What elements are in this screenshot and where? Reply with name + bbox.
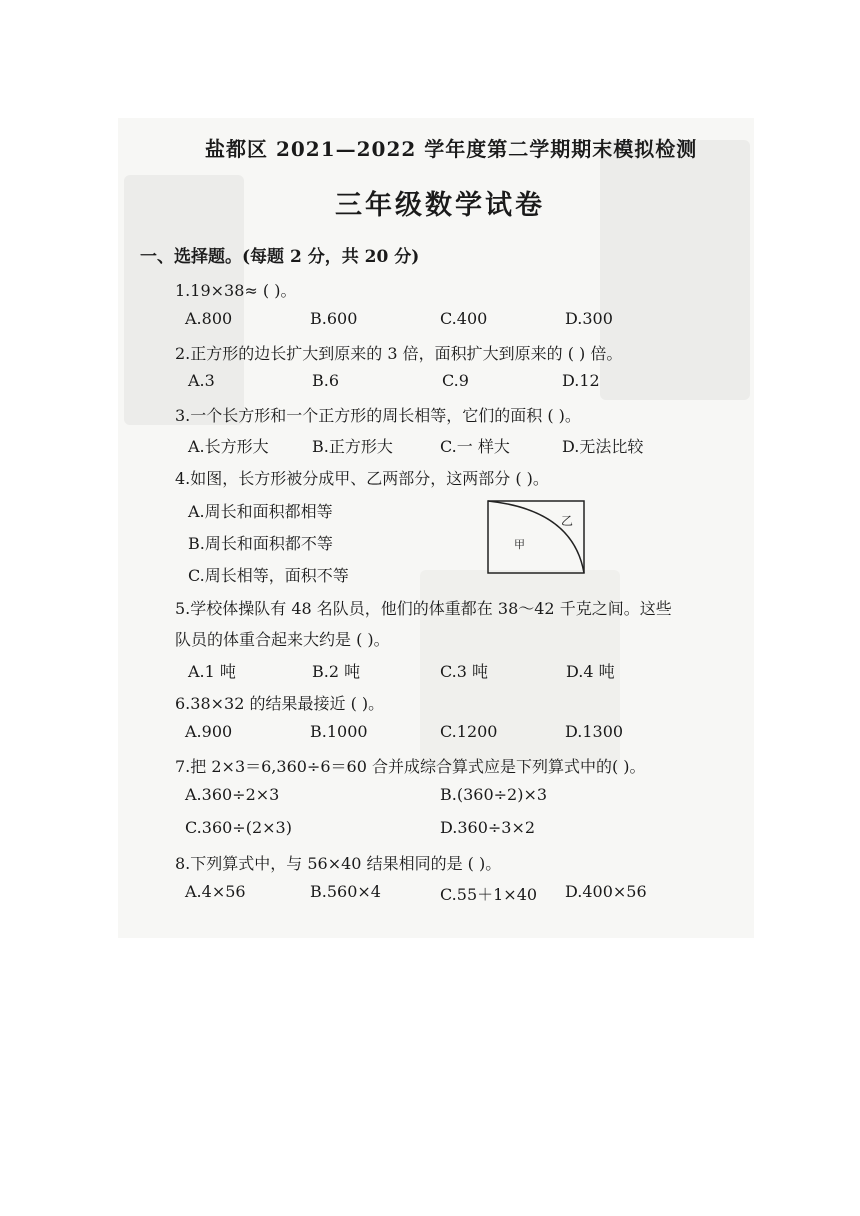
option-5a: A.1 吨 [188,662,236,681]
question-3: 3.一个长方形和一个正方形的周长相等，它们的面积 ( )。 [175,406,581,425]
exam-subtitle: 三年级数学试卷 [335,190,545,221]
question-6: 6.38×32 的结果最接近 ( )。 [175,694,385,713]
option-4c: C.周长相等，面积不等 [188,566,349,585]
option-3c: C.一 样大 [440,437,510,456]
option-5c: C.3 吨 [440,662,489,681]
section-heading: 一、选择题。(每题 2 分，共 20 分) [140,247,420,267]
question-4: 4.如图，长方形被分成甲、乙两部分，这两部分 ( )。 [175,469,549,488]
option-3b: B.正方形大 [312,437,393,456]
option-2b: B.6 [312,371,340,390]
option-7c: C.360÷(2×3) [185,818,292,837]
option-1b: B.600 [310,309,358,328]
option-7a: A.360÷2×3 [185,785,280,804]
option-1c: C.400 [440,309,488,328]
option-6d: D.1300 [565,722,624,741]
option-5d: D.4 吨 [566,662,615,681]
question-2: 2.正方形的边长扩大到原来的 3 倍，面积扩大到原来的 ( ) 倍。 [175,344,623,363]
option-7d: D.360÷3×2 [440,818,536,837]
label-jia: 甲 [514,538,525,551]
option-3d: D.无法比较 [562,437,644,456]
option-6a: A.900 [185,722,233,741]
option-1a: A.800 [185,309,233,328]
question-5: 5.学校体操队有 48 名队员，他们的体重都在 38～42 千克之间。这些 [175,599,672,618]
option-2d: D.12 [562,371,600,390]
scan-shadow [600,140,750,400]
option-8d: D.400×56 [565,882,647,901]
option-6c: C.1200 [440,722,498,741]
question-1: 1.19×38≈ ( )。 [175,281,297,300]
question-7: 7.把 2×3＝6,360÷6＝60 合并成综合算式应是下列算式中的( )。 [175,757,646,776]
option-8a: A.4×56 [185,882,246,901]
option-2c: C.9 [442,371,469,390]
option-5b: B.2 吨 [312,662,361,681]
curve-divider [488,501,584,573]
option-2a: A.3 [188,371,215,390]
exam-title: 盐都区 2021—2022 学年度第二学期期末模拟检测 [205,137,698,161]
option-3a: A.长方形大 [188,437,269,456]
option-4b: B.周长和面积都不等 [188,534,333,553]
option-8c: C.55＋1×40 [440,885,538,904]
option-7b: B.(360÷2)×3 [440,785,548,804]
rectangle-outline [488,501,584,573]
rectangle-figure [487,500,585,574]
question-8: 8.下列算式中，与 56×40 结果相同的是 ( )。 [175,854,502,873]
option-6b: B.1000 [310,722,368,741]
question-5-continued: 队员的体重合起来大约是 ( )。 [175,630,390,649]
option-8b: B.560×4 [310,882,381,901]
option-4a: A.周长和面积都相等 [188,502,333,521]
label-yi: 乙 [561,514,574,528]
option-1d: D.300 [565,309,613,328]
